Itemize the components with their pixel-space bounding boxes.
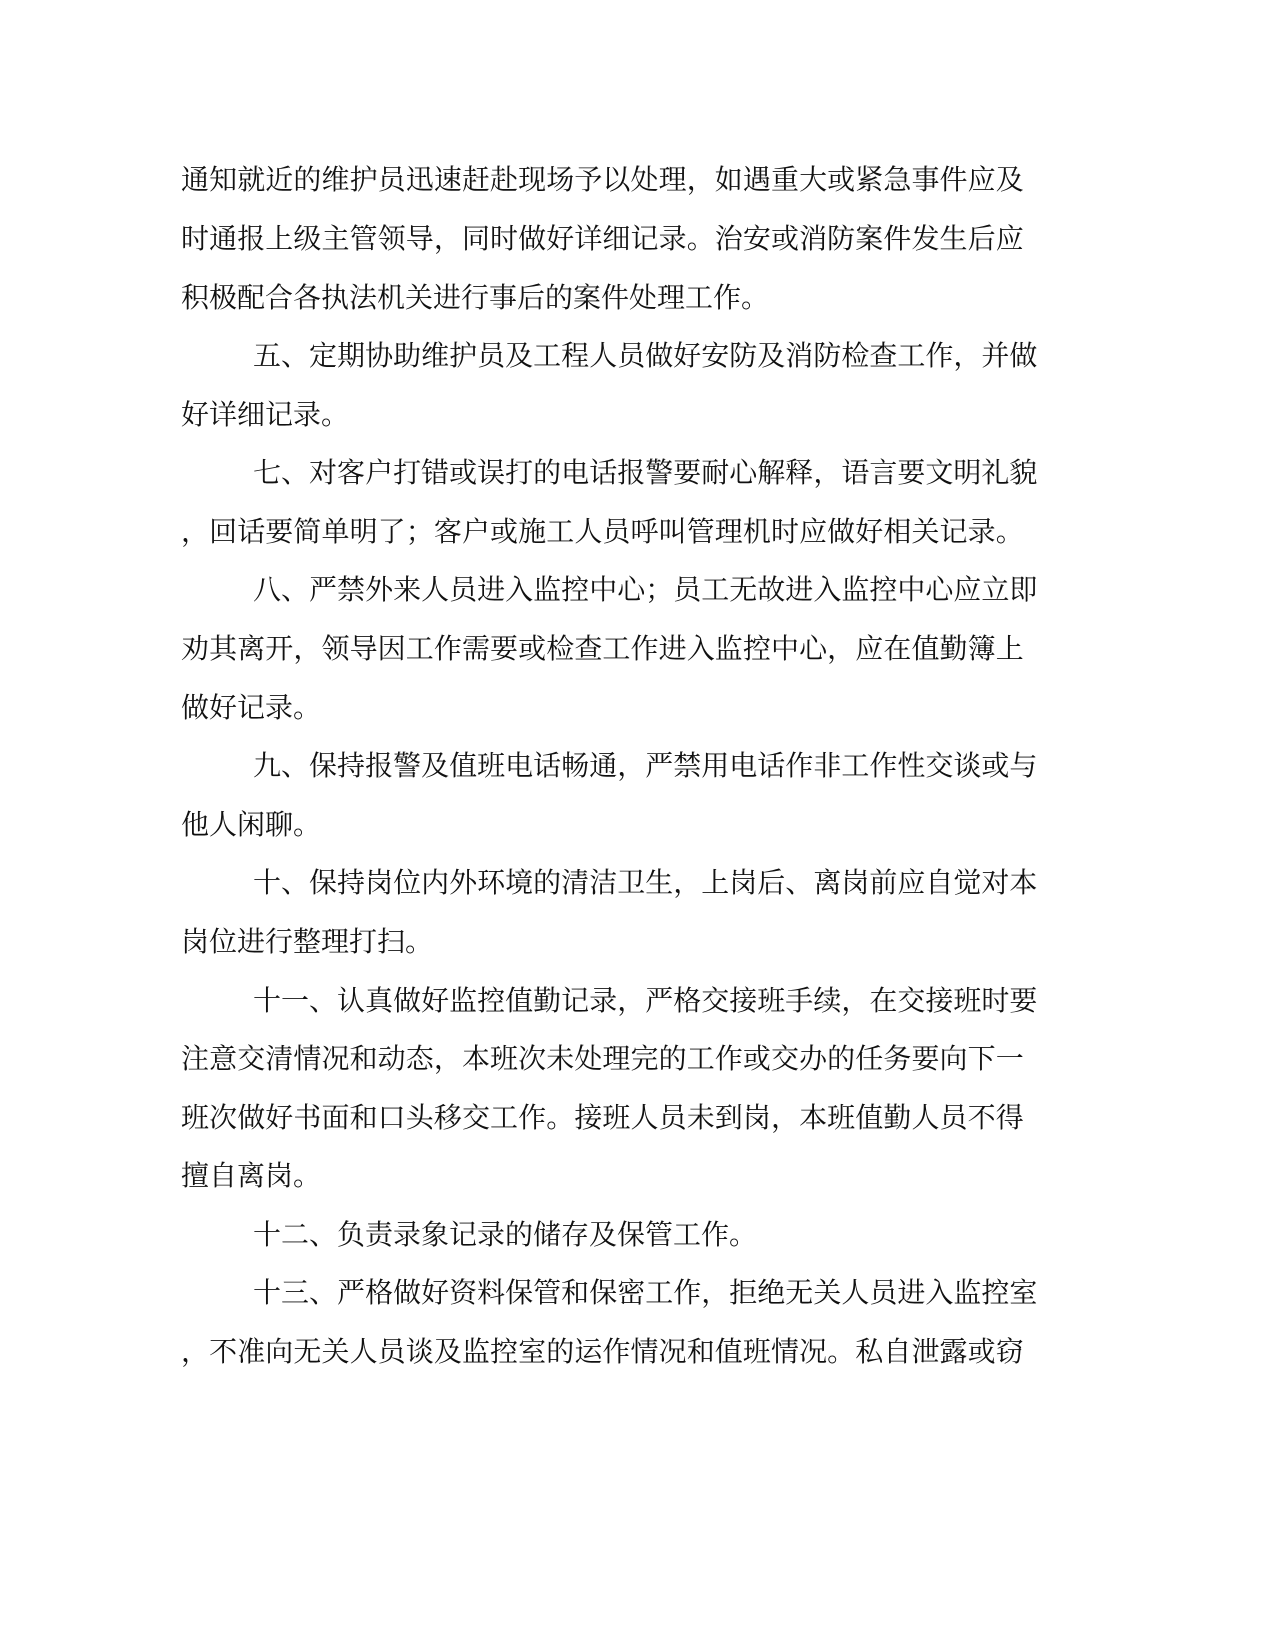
paragraph-first-line: 十 一 、 认 真 做 好 监 控 值 勤 记 录 ， 严 格 交 接 班 手 续 ， 在 交 接 班 时 要 bbox=[253, 984, 1038, 1017]
paragraph-first-line: 十 、 保 持 岗 位 内 外 环 境 的 清 洁 卫 生 ， 上 岗 后 、 离 岗 前 应 自 觉 对 本 bbox=[253, 866, 1038, 899]
paragraph-first-line: 九 、 保 持 报 警 及 值 班 电 话 畅 通 ， 严 禁 用 电 话 作 非 工 作 性 交 谈 或 与 bbox=[253, 749, 1038, 782]
text-line: 班 次 做 好 书 面 和 口 头 移 交 工 作 。 接 班 人 员 未 到 岗 ， 本 班 值 勤 人 员 不 得 bbox=[181, 1101, 1024, 1134]
text-line: 注 意 交 清 情 况 和 动 态 ， 本 班 次 未 处 理 完 的 工 作 或 交 办 的 任 务 要 向 下 一 bbox=[181, 1042, 1024, 1075]
text-line: 劝 其 离 开 ， 领 导 因 工 作 需 要 或 检 查 工 作 进 入 监 控 中 心 ， 应 在 值 勤 簿 上 bbox=[181, 632, 1024, 665]
text-line: 好详细记录。 bbox=[181, 398, 350, 431]
text-line: 做好记录。 bbox=[181, 691, 322, 724]
text-line: 通 知 就 近 的 维 护 员 迅 速 赶 赴 现 场 予 以 处 理 ， 如 遇 重 大 或 紧 急 事 件 应 及 bbox=[181, 163, 1024, 196]
paragraph-first-line: 五 、 定 期 协 助 维 护 员 及 工 程 人 员 做 好 安 防 及 消 防 检 查 工 作 ， 并 做 bbox=[253, 339, 1038, 372]
text-line: ， 回 话 要 简 单 明 了 ； 客 户 或 施 工 人 员 呼 叫 管 理 机 时 应 做 好 相 关 记 录 。 bbox=[181, 515, 1024, 548]
text-line: 擅自离岗。 bbox=[181, 1159, 322, 1192]
text-line: 岗位进行整理打扫。 bbox=[181, 925, 434, 958]
paragraph-first-line: 十 三 、 严 格 做 好 资 料 保 管 和 保 密 工 作 ， 拒 绝 无 关 人 员 进 入 监 控 室 bbox=[253, 1276, 1038, 1309]
text-line: 他人闲聊。 bbox=[181, 808, 322, 841]
paragraph-first-line: 七 、 对 客 户 打 错 或 误 打 的 电 话 报 警 要 耐 心 解 释 ， 语 言 要 文 明 礼 貌 bbox=[253, 456, 1038, 489]
text-line: ， 不 准 向 无 关 人 员 谈 及 监 控 室 的 运 作 情 况 和 值 班 情 况 。 私 自 泄 露 或 窃 bbox=[181, 1335, 1024, 1368]
paragraph-first-line: 八 、 严 禁 外 来 人 员 进 入 监 控 中 心 ； 员 工 无 故 进 入 监 控 中 心 应 立 即 bbox=[253, 573, 1038, 606]
paragraph-first-line: 十二、负责录象记录的储存及保管工作。 bbox=[253, 1218, 758, 1251]
text-line: 时 通 报 上 级 主 管 领 导 ， 同 时 做 好 详 细 记 录 。 治 安 或 消 防 案 件 发 生 后 应 bbox=[181, 222, 1024, 255]
text-line: 积极配合各执法机关进行事后的案件处理工作。 bbox=[181, 281, 770, 314]
